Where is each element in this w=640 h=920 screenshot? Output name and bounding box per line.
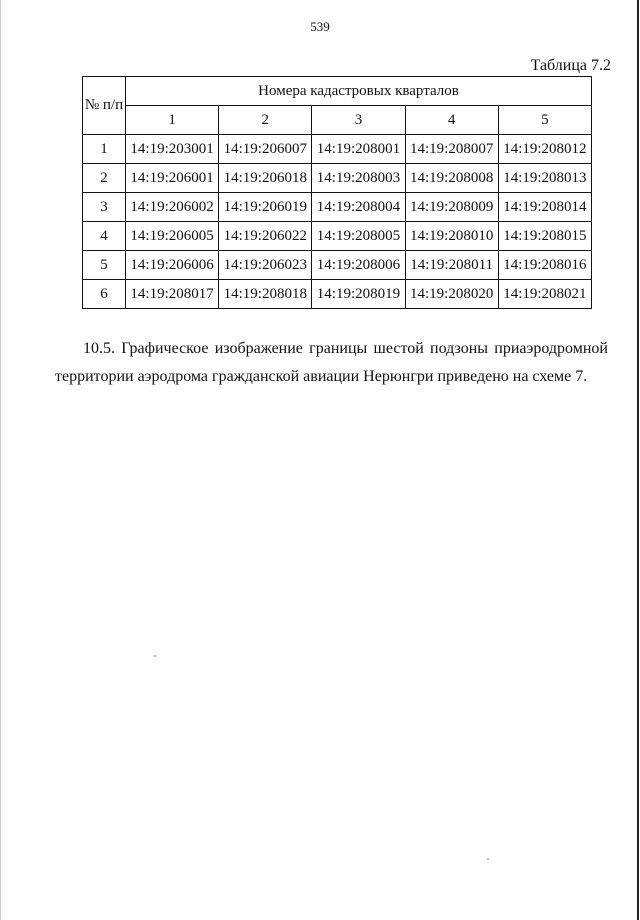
cadastral-number-cell: 14:19:208010 bbox=[405, 222, 498, 251]
table-caption: Таблица 7.2 bbox=[530, 57, 611, 74]
cadastral-number-cell: 14:19:206005 bbox=[126, 222, 219, 251]
row-number-cell: 2 bbox=[83, 164, 126, 193]
cadastral-number-cell: 14:19:206022 bbox=[219, 222, 312, 251]
cadastral-number-cell: 14:19:208019 bbox=[312, 280, 405, 309]
page-number: 539 bbox=[310, 19, 330, 34]
cadastral-number-cell: 14:19:203001 bbox=[126, 135, 219, 164]
cadastral-quarters-table bbox=[82, 76, 592, 309]
row-number-cell: 6 bbox=[83, 280, 126, 309]
table-row bbox=[83, 135, 592, 164]
cadastral-number-cell: 14:19:206006 bbox=[126, 251, 219, 280]
cadastral-number-cell: 14:19:208018 bbox=[219, 280, 312, 309]
table-header-row-group bbox=[83, 77, 592, 106]
cadastral-number-cell: 14:19:208006 bbox=[312, 251, 405, 280]
header-column-1: 1 bbox=[126, 106, 219, 135]
cadastral-number-cell: 14:19:206019 bbox=[219, 193, 312, 222]
cadastral-number-cell: 14:19:208001 bbox=[312, 135, 405, 164]
cadastral-number-cell: 14:19:206001 bbox=[126, 164, 219, 193]
scan-edge-left bbox=[0, 0, 1, 920]
cadastral-number-cell: 14:19:208015 bbox=[498, 222, 591, 251]
row-number-cell: 1 bbox=[83, 135, 126, 164]
paragraph-10-5 bbox=[55, 335, 608, 391]
cadastral-number-cell: 14:19:208014 bbox=[498, 193, 591, 222]
header-column-3: 3 bbox=[312, 106, 405, 135]
table-row bbox=[83, 222, 592, 251]
row-number-cell: 3 bbox=[83, 193, 126, 222]
cadastral-number-cell: 14:19:208005 bbox=[312, 222, 405, 251]
cadastral-number-cell: 14:19:208016 bbox=[498, 251, 591, 280]
scan-speck bbox=[487, 858, 489, 860]
header-column-5: 5 bbox=[498, 106, 591, 135]
cadastral-number-cell: 14:19:206018 bbox=[219, 164, 312, 193]
table-header bbox=[83, 77, 592, 135]
header-row-number: № п/п bbox=[83, 77, 126, 135]
cadastral-number-cell: 14:19:208008 bbox=[405, 164, 498, 193]
header-cadastral-quarters: Номера кадастровых кварталов bbox=[126, 77, 592, 106]
cadastral-number-cell: 14:19:208020 bbox=[405, 280, 498, 309]
row-number-cell: 5 bbox=[83, 251, 126, 280]
cadastral-number-cell: 14:19:208021 bbox=[498, 280, 591, 309]
cadastral-number-cell: 14:19:206023 bbox=[219, 251, 312, 280]
cadastral-number-cell: 14:19:208012 bbox=[498, 135, 591, 164]
scan-speck bbox=[154, 655, 156, 657]
table-row bbox=[83, 193, 592, 222]
table-row bbox=[83, 280, 592, 309]
table-body bbox=[83, 135, 592, 309]
paragraph-text: 10.5. Графическое изображение границы шестой подзоны приаэродромной территории аэродрома гражданской авиации Нерюнгри приведено на схеме 7. bbox=[55, 340, 608, 385]
header-column-4: 4 bbox=[405, 106, 498, 135]
cadastral-number-cell: 14:19:208009 bbox=[405, 193, 498, 222]
cadastral-number-cell: 14:19:208013 bbox=[498, 164, 591, 193]
header-column-2: 2 bbox=[219, 106, 312, 135]
row-number-cell: 4 bbox=[83, 222, 126, 251]
cadastral-number-cell: 14:19:208007 bbox=[405, 135, 498, 164]
cadastral-number-cell: 14:19:208003 bbox=[312, 164, 405, 193]
cadastral-number-cell: 14:19:208004 bbox=[312, 193, 405, 222]
table-row bbox=[83, 251, 592, 280]
cadastral-number-cell: 14:19:208017 bbox=[126, 280, 219, 309]
scan-edge-right bbox=[637, 0, 639, 920]
cadastral-number-cell: 14:19:206007 bbox=[219, 135, 312, 164]
cadastral-number-cell: 14:19:208011 bbox=[405, 251, 498, 280]
table-row bbox=[83, 164, 592, 193]
table-header-row-columns bbox=[83, 106, 592, 135]
cadastral-number-cell: 14:19:206002 bbox=[126, 193, 219, 222]
